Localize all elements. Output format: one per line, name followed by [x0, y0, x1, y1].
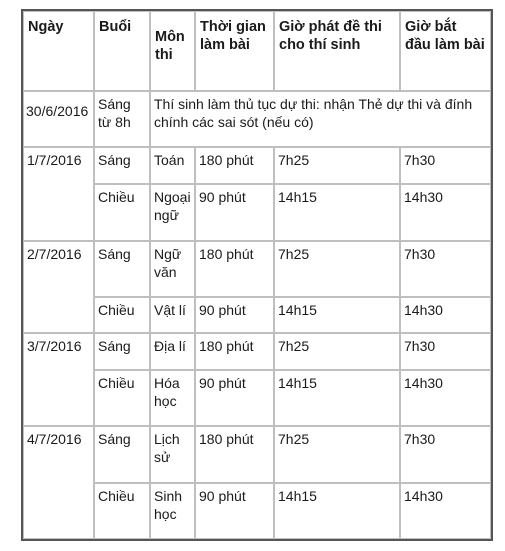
session-cell: Sáng	[94, 147, 150, 184]
subject-cell: Ngoại ngữ	[150, 184, 195, 241]
date-cell: 3/7/2016	[23, 333, 94, 426]
start-time-cell: 14h30	[400, 297, 491, 333]
procedure-note-cell: Thí sinh làm thủ tục dự thi: nhận Thẻ dự thi và đính chính các sai sót (nếu có)	[150, 91, 491, 147]
session-cell: Sáng	[94, 241, 150, 297]
header-start-time: Giờ bắt đầu làm bài	[400, 11, 491, 91]
subject-cell: Toán	[150, 147, 195, 184]
exam-schedule-container	[21, 9, 493, 541]
subject-cell: Địa lí	[150, 333, 195, 370]
duration-cell: 180 phút	[195, 333, 274, 370]
date-cell: 4/7/2016	[23, 426, 94, 539]
duration-cell: 180 phút	[195, 426, 274, 483]
start-time-cell: 14h30	[400, 483, 491, 539]
header-date: Ngày	[23, 11, 94, 91]
table-row	[23, 333, 491, 370]
exam-schedule-table	[21, 9, 493, 541]
session-cell: Sáng	[94, 426, 150, 483]
duration-cell: 90 phút	[195, 184, 274, 241]
session-cell: Chiều	[94, 370, 150, 426]
start-time-cell: 7h30	[400, 147, 491, 184]
start-time-cell: 14h30	[400, 370, 491, 426]
header-row	[23, 11, 491, 91]
table-row	[23, 91, 491, 147]
header-subject: Môn thi	[150, 11, 195, 91]
duration-cell: 180 phút	[195, 147, 274, 184]
subject-cell: Lịch sử	[150, 426, 195, 483]
subject-cell: Sinh học	[150, 483, 195, 539]
hand-out-time-cell: 7h25	[274, 426, 400, 483]
date-cell: 30/6/2016	[23, 91, 94, 147]
session-cell: Sáng từ 8h	[94, 91, 150, 147]
duration-cell: 90 phút	[195, 370, 274, 426]
table-row	[23, 370, 491, 426]
date-cell: 2/7/2016	[23, 241, 94, 333]
hand-out-time-cell: 14h15	[274, 483, 400, 539]
table-row	[23, 147, 491, 184]
start-time-cell: 7h30	[400, 333, 491, 370]
start-time-cell: 7h30	[400, 241, 491, 297]
start-time-cell: 7h30	[400, 426, 491, 483]
hand-out-time-cell: 7h25	[274, 333, 400, 370]
hand-out-time-cell: 7h25	[274, 241, 400, 297]
session-cell: Chiều	[94, 297, 150, 333]
session-cell: Chiều	[94, 483, 150, 539]
duration-cell: 90 phút	[195, 297, 274, 333]
hand-out-time-cell: 14h15	[274, 297, 400, 333]
date-cell: 1/7/2016	[23, 147, 94, 241]
table-row	[23, 297, 491, 333]
header-hand-out-time: Giờ phát đề thi cho thí sinh	[274, 11, 400, 91]
hand-out-time-cell: 14h15	[274, 184, 400, 241]
hand-out-time-cell: 7h25	[274, 147, 400, 184]
duration-cell: 180 phút	[195, 241, 274, 297]
subject-cell: Ngữ văn	[150, 241, 195, 297]
hand-out-time-cell: 14h15	[274, 370, 400, 426]
session-cell: Chiều	[94, 184, 150, 241]
start-time-cell: 14h30	[400, 184, 491, 241]
table-row	[23, 241, 491, 297]
table-row	[23, 426, 491, 483]
subject-cell: Vật lí	[150, 297, 195, 333]
subject-cell: Hóa học	[150, 370, 195, 426]
table-row	[23, 483, 491, 539]
session-cell: Sáng	[94, 333, 150, 370]
header-session: Buổi	[94, 11, 150, 91]
duration-cell: 90 phút	[195, 483, 274, 539]
table-row	[23, 184, 491, 241]
header-duration: Thời gian làm bài	[195, 11, 274, 91]
